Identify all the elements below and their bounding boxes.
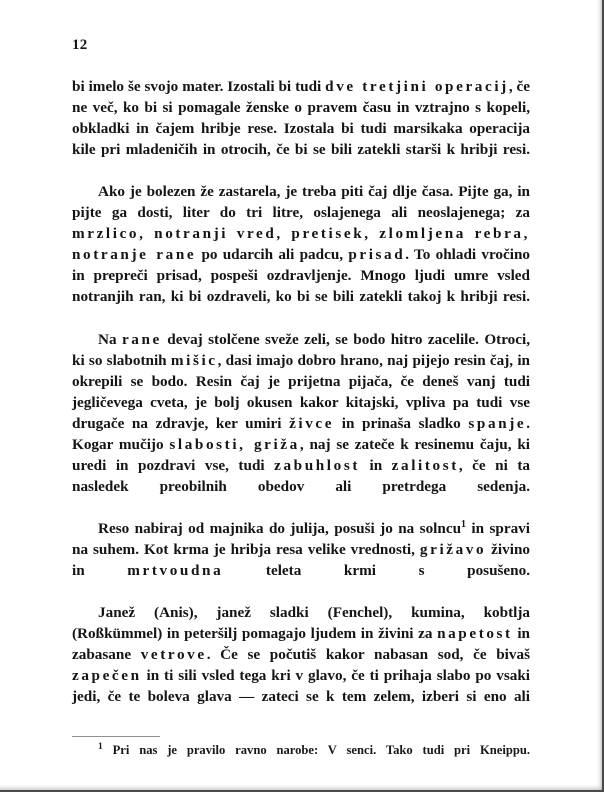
emphasis-letterspaced: spanje [468, 414, 527, 432]
text-run: , naj se zateče k resinemu čaju, ki uredi in pozdravi vse, tudi [72, 435, 530, 474]
paragraph-1 [72, 76, 530, 181]
text-run: . Če se počutiš kakor nabasan sod, če bivaš [206, 646, 530, 664]
text-run: in zabasane [72, 625, 530, 664]
page-number: 12 [72, 37, 88, 53]
text-run: in prinaša sladko [334, 414, 469, 432]
text-run: bi imelo še svojo mater. Izostali bi tudi [72, 78, 326, 95]
emphasis-letterspaced: živce [289, 414, 335, 432]
entry-heading-term: Janež [98, 604, 136, 622]
text-run: Ako je bolezen že zastarela, je treba piti čaj dlje časa. Pijte ga, in pijte ga dosti, liter do tri litre, oslajenega ali neoslajenega; za [72, 183, 530, 222]
paragraph-2 [72, 181, 530, 328]
text-run: Reso nabiraj od majnika do julija, posuši jo na solncu [98, 519, 462, 537]
body-text [72, 76, 530, 728]
emphasis-letterspaced: slabosti, griža [169, 435, 300, 453]
text-run: in [359, 456, 392, 474]
emphasis-letterspaced: mišic [170, 351, 218, 369]
footnote-reference-marker: 1 [461, 518, 467, 530]
page-content [72, 36, 530, 779]
text-run: in ti sili vsled tega kri v glavo, če ti prihaja slabo po vsaki jedi, če te boleva glava — zateci se k tem zelem, izberi si eno ali [72, 667, 530, 706]
text-run: po udarcih ali padcu, [196, 246, 349, 264]
emphasis-letterspaced: grižavo [419, 541, 487, 559]
emphasis-letterspaced: mrtvoudna [127, 562, 224, 580]
paragraph-4 [72, 518, 530, 602]
text-run: in spravi na suhem. Kot krma je hribja resa velike vrednosti, [72, 519, 530, 559]
text-run: Na [98, 330, 122, 348]
emphasis-letterspaced: zalitost [391, 456, 459, 474]
text-run: živino in [72, 541, 530, 580]
footnote-number: 1 [98, 742, 103, 753]
footnote-section [72, 736, 530, 779]
emphasis-letterspaced: mrzlico, notranji vred, pretisek, zlomljena rebra, notranje rane [72, 225, 530, 264]
text-run: . Kogar mučijo [72, 414, 530, 453]
emphasis-letterspaced: dve tretjini operacij [325, 78, 509, 95]
text-run: . To ohladi vročino in prepreči prisad, pospeši ozdravljenje. Mnogo ljudi umre vsled notranjih ran, ki bi ozdraveli, ko bi se bili zatekli takoj k hribji resi. [72, 246, 531, 306]
paragraph-5 [72, 602, 530, 728]
paragraph-3 [72, 329, 530, 518]
footnote-separator-rule [72, 736, 160, 737]
text-run: (Anis), janež sladki (Fenchel), kumina, kobtlja (Roßkümmel) in peteršilj pomagajo ljudem in živini za [72, 604, 530, 643]
text-run: devaj stolčene sveže zeli, se bodo hitro zacelile. Otroci, ki so slabotnih [72, 330, 531, 369]
emphasis-letterspaced: zabuhlost [274, 456, 360, 474]
emphasis-letterspaced: prisad [348, 246, 406, 264]
text-run: , če ni ta nasledek preobilnih obedov ali pretrdega sedenja. [72, 456, 530, 495]
emphasis-letterspaced: vetrove [140, 646, 207, 664]
emphasis-letterspaced: rane [121, 330, 162, 348]
emphasis-letterspaced: napetost [437, 625, 513, 643]
text-run: , dasi imajo dobro hrano, naj pijejo resin čaj, in okrepili se bodo. Resin čaj je prijetna pijača, če deneš vanj tudi jegličevega cveta, je bolj okusen kakor kitajski, vpliva pa tudi vse drugače na zdravje, ker umiri [72, 351, 530, 432]
emphasis-letterspaced: zapečen [72, 667, 142, 685]
text-run: teleta krmi s posušeno. [223, 562, 531, 580]
footnote-text: Pri nas je pravilo ravno narobe: V senci. Tako tudi pri Kneippu. [102, 743, 530, 758]
text-run: , če ne več, ko bi si pomagale ženske o pravem času in vztrajno s kopeli, obkladki in čajem hribje rese. Izostala bi tudi marsikaka operacija kile pri mladeničih in otrocih, če bi se bili zatekli starši k hribji resi. [72, 78, 531, 159]
footnote-1 [72, 741, 530, 779]
